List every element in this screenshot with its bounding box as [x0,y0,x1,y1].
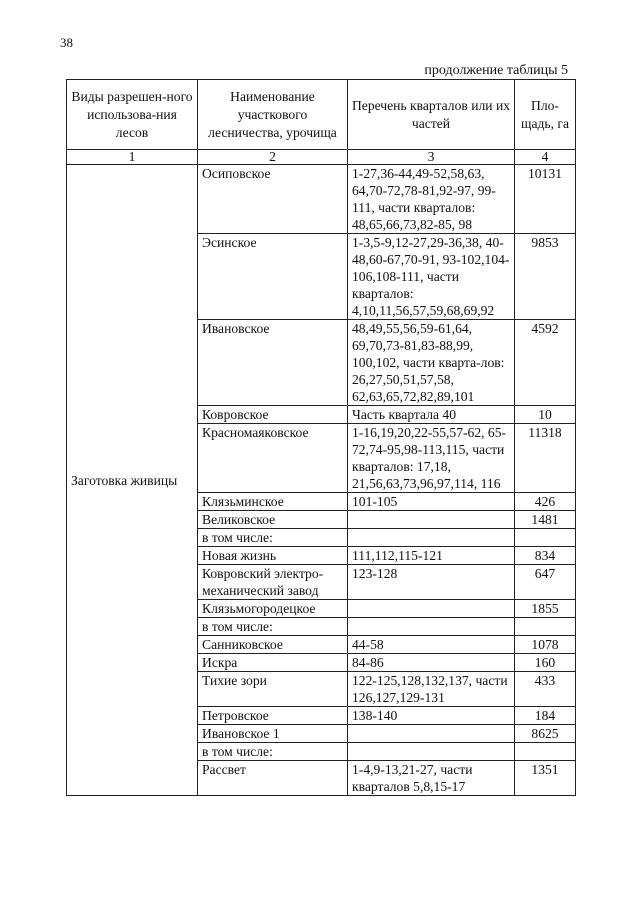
table-continuation-label: продолжение таблицы 5 [424,63,568,78]
area-cell: 1351 [515,761,576,796]
column-number-row [67,150,576,165]
header-row [67,80,576,150]
header-forestry-name: Наименование участкового лесничества, урочища [198,80,348,150]
area-cell: 1481 [515,511,576,529]
forestry-name-cell: в том числе: [198,618,348,636]
forestry-name-cell: Клязьминское [198,493,348,511]
quarters-cell: 122-125,128,132,137, части 126,127,129-131 [348,672,515,707]
forestry-name-cell: Ивановское [198,320,348,406]
column-number: 2 [198,150,348,165]
forestry-name-cell: Рассвет [198,761,348,796]
column-number: 4 [515,150,576,165]
quarters-cell [348,600,515,618]
forestry-name-cell: Санниковское [198,636,348,654]
forestry-name-cell: в том числе: [198,743,348,761]
forestry-name-cell: Эсинское [198,234,348,320]
forestry-name-cell: Новая жизнь [198,547,348,565]
quarters-cell [348,618,515,636]
area-cell: 8625 [515,725,576,743]
quarters-cell [348,529,515,547]
forestry-name-cell: в том числе: [198,529,348,547]
forestry-name-cell: Ивановское 1 [198,725,348,743]
column-number: 3 [348,150,515,165]
quarters-cell: 1-27,36-44,49-52,58,63, 64,70-72,78-81,92-97, 99-111, части кварталов: 48,65,66,73,82-85, 98 [348,165,515,234]
use-type-cell: Заготовка живицы [67,165,198,796]
quarters-cell: 111,112,115-121 [348,547,515,565]
forest-use-table [66,79,576,796]
quarters-cell: 84-86 [348,654,515,672]
quarters-cell: 1-4,9-13,21-27, части кварталов 5,8,15-17 [348,761,515,796]
area-cell: 426 [515,493,576,511]
forestry-name-cell: Клязьмогородецкое [198,600,348,618]
area-cell [515,618,576,636]
area-cell [515,743,576,761]
forestry-name-cell: Петровское [198,707,348,725]
header-area: Пло-щадь, га [515,80,576,150]
quarters-cell: Часть квартала 40 [348,406,515,424]
area-cell: 1855 [515,600,576,618]
area-cell: 10 [515,406,576,424]
header-use-type: Виды разрешен-ного использова-ния лесов [67,80,198,150]
page-number: 38 [60,35,73,50]
forestry-name-cell: Искра [198,654,348,672]
quarters-cell: 138-140 [348,707,515,725]
area-cell: 647 [515,565,576,600]
forestry-name-cell: Красномаяковское [198,424,348,493]
header-quarters: Перечень кварталов или их частей [348,80,515,150]
quarters-cell [348,511,515,529]
area-cell [515,529,576,547]
area-cell: 10131 [515,165,576,234]
forestry-name-cell: Тихие зори [198,672,348,707]
area-cell: 184 [515,707,576,725]
forestry-name-cell: Ковровское [198,406,348,424]
area-cell: 433 [515,672,576,707]
quarters-cell: 101-105 [348,493,515,511]
quarters-cell [348,725,515,743]
quarters-cell: 1-16,19,20,22-55,57-62, 65-72,74-95,98-113,115, части кварталов: 17,18, 21,56,63,73,96,97,114, 116 [348,424,515,493]
quarters-cell: 48,49,55,56,59-61,64, 69,70,73-81,83-88,99, 100,102, части кварта-лов: 26,27,50,51,57,58, 62,63,65,72,82,89,101 [348,320,515,406]
forestry-name-cell: Осиповское [198,165,348,234]
forestry-name-cell: Ковровский электро-механический завод [198,565,348,600]
quarters-cell: 1-3,5-9,12-27,29-36,38, 40-48,60-67,70-91, 93-102,104-106,108-111, части кварталов: 4,10,11,56,57,59,68,69,92 [348,234,515,320]
quarters-cell: 123-128 [348,565,515,600]
area-cell: 834 [515,547,576,565]
area-cell: 160 [515,654,576,672]
forestry-name-cell: Великовское [198,511,348,529]
quarters-cell: 44-58 [348,636,515,654]
table-row [67,165,576,234]
area-cell: 4592 [515,320,576,406]
area-cell: 11318 [515,424,576,493]
quarters-cell [348,743,515,761]
area-cell: 9853 [515,234,576,320]
column-number: 1 [67,150,198,165]
area-cell: 1078 [515,636,576,654]
